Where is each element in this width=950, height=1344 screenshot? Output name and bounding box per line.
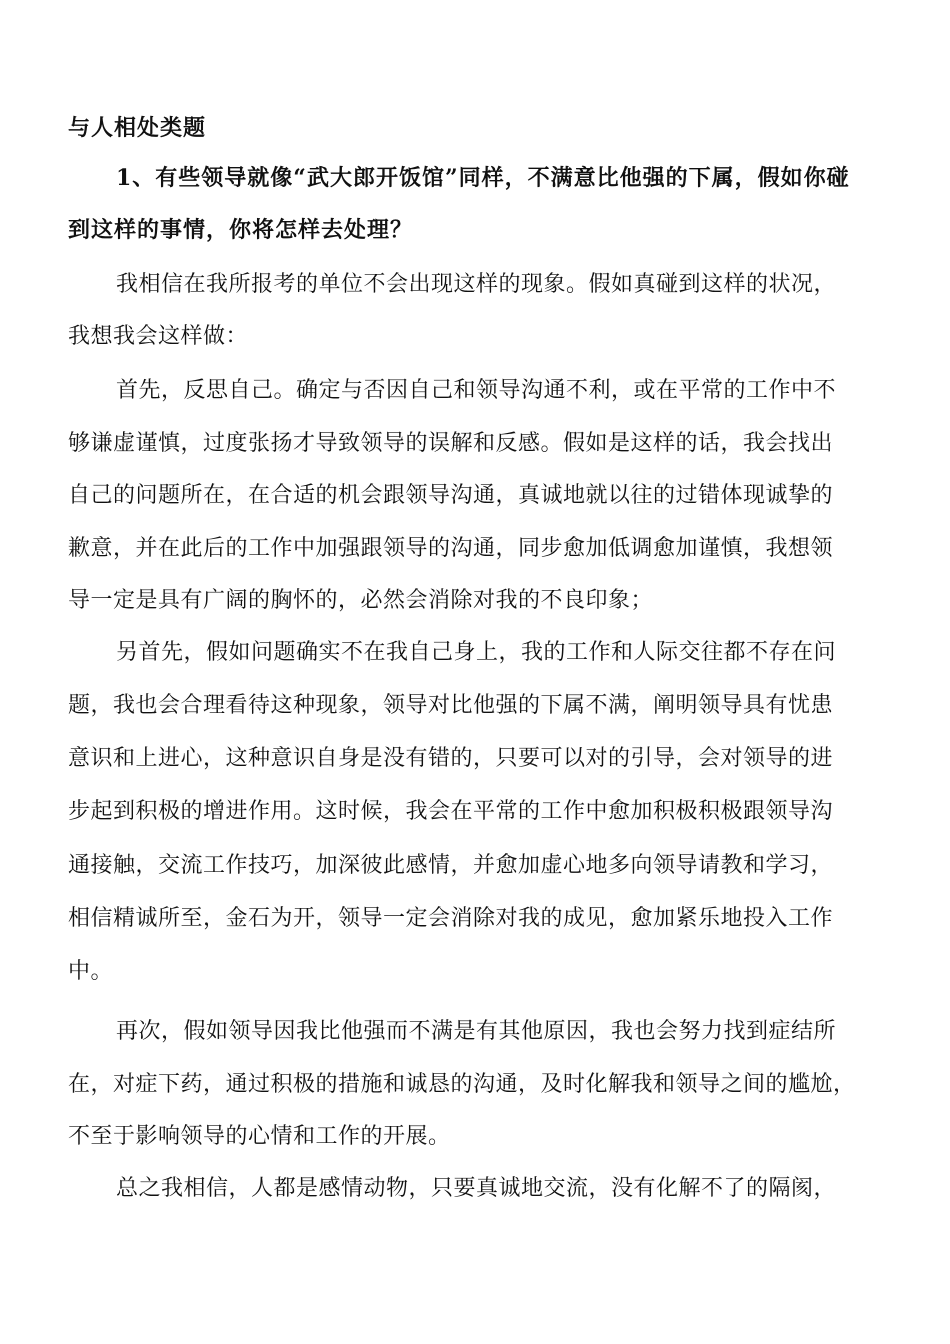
paragraph-line: 步起到积极的增进作用。这时候，我会在平常的工作中愈加积极积极跟领导沟: [68, 799, 834, 824]
paragraph-line: 总之我相信，人都是感情动物，只要真诚地交流，没有化解不了的隔阂，: [116, 1176, 837, 1201]
paragraph-line: 够谦虚谨慎，过度张扬才导致领导的误解和反感。假如是这样的话，我会找出: [68, 431, 834, 456]
paragraph-line: 意识和上进心，这种意识自身是没有错的，只要可以对的引导，会对领导的进: [68, 746, 834, 771]
paragraph-line: 在，对症下药，通过积极的措施和诚恳的沟通，及时化解我和领导之间的尴尬，: [68, 1072, 856, 1097]
paragraph-line: 另首先，假如问题确实不在我自己身上，我的工作和人际交往都不存在问: [116, 640, 837, 665]
paragraph-line: 再次，假如领导因我比他强而不满是有其他原因，我也会努力找到症结所: [116, 1019, 837, 1044]
paragraph-line: 相信精诚所至，金石为开，领导一定会消除对我的成见，愈加紧乐地投入工作: [68, 906, 834, 931]
paragraph-line: 歉意，并在此后的工作中加强跟领导的沟通，同步愈加低调愈加谨慎，我想领: [68, 536, 834, 561]
question-line: 1、有些领导就像“武大郎开饭馆”同样，不满意比他强的下属，假如你碰: [116, 165, 850, 191]
paragraph-line: 导一定是具有广阔的胸怀的，必然会消除对我的不良印象；: [68, 588, 654, 613]
paragraph-line: 我想我会这样做：: [68, 324, 249, 349]
paragraph-line: 首先，反思自己。确定与否因自己和领导沟通不利，或在平常的工作中不: [116, 378, 837, 403]
paragraph-line: 通接触，交流工作技巧，加深彼此感情，并愈加虚心地多向领导请教和学习，: [68, 853, 834, 878]
paragraph-line: 中。: [68, 959, 114, 984]
section-title: 与人相处类题: [68, 115, 207, 141]
paragraph-line: 自己的问题所在，在合适的机会跟领导沟通，真诚地就以往的过错体现诚挚的: [68, 483, 834, 508]
question-line: 到这样的事情，你将怎样去处理？: [68, 217, 414, 243]
paragraph-line: 题，我也会合理看待这种现象，领导对比他强的下属不满，阐明领导具有忧患: [68, 693, 834, 718]
paragraph-line: 我相信在我所报考的单位不会出现这样的现象。假如真碰到这样的状况，: [116, 272, 837, 297]
paragraph-line: 不至于影响领导的心情和工作的开展。: [68, 1124, 451, 1149]
